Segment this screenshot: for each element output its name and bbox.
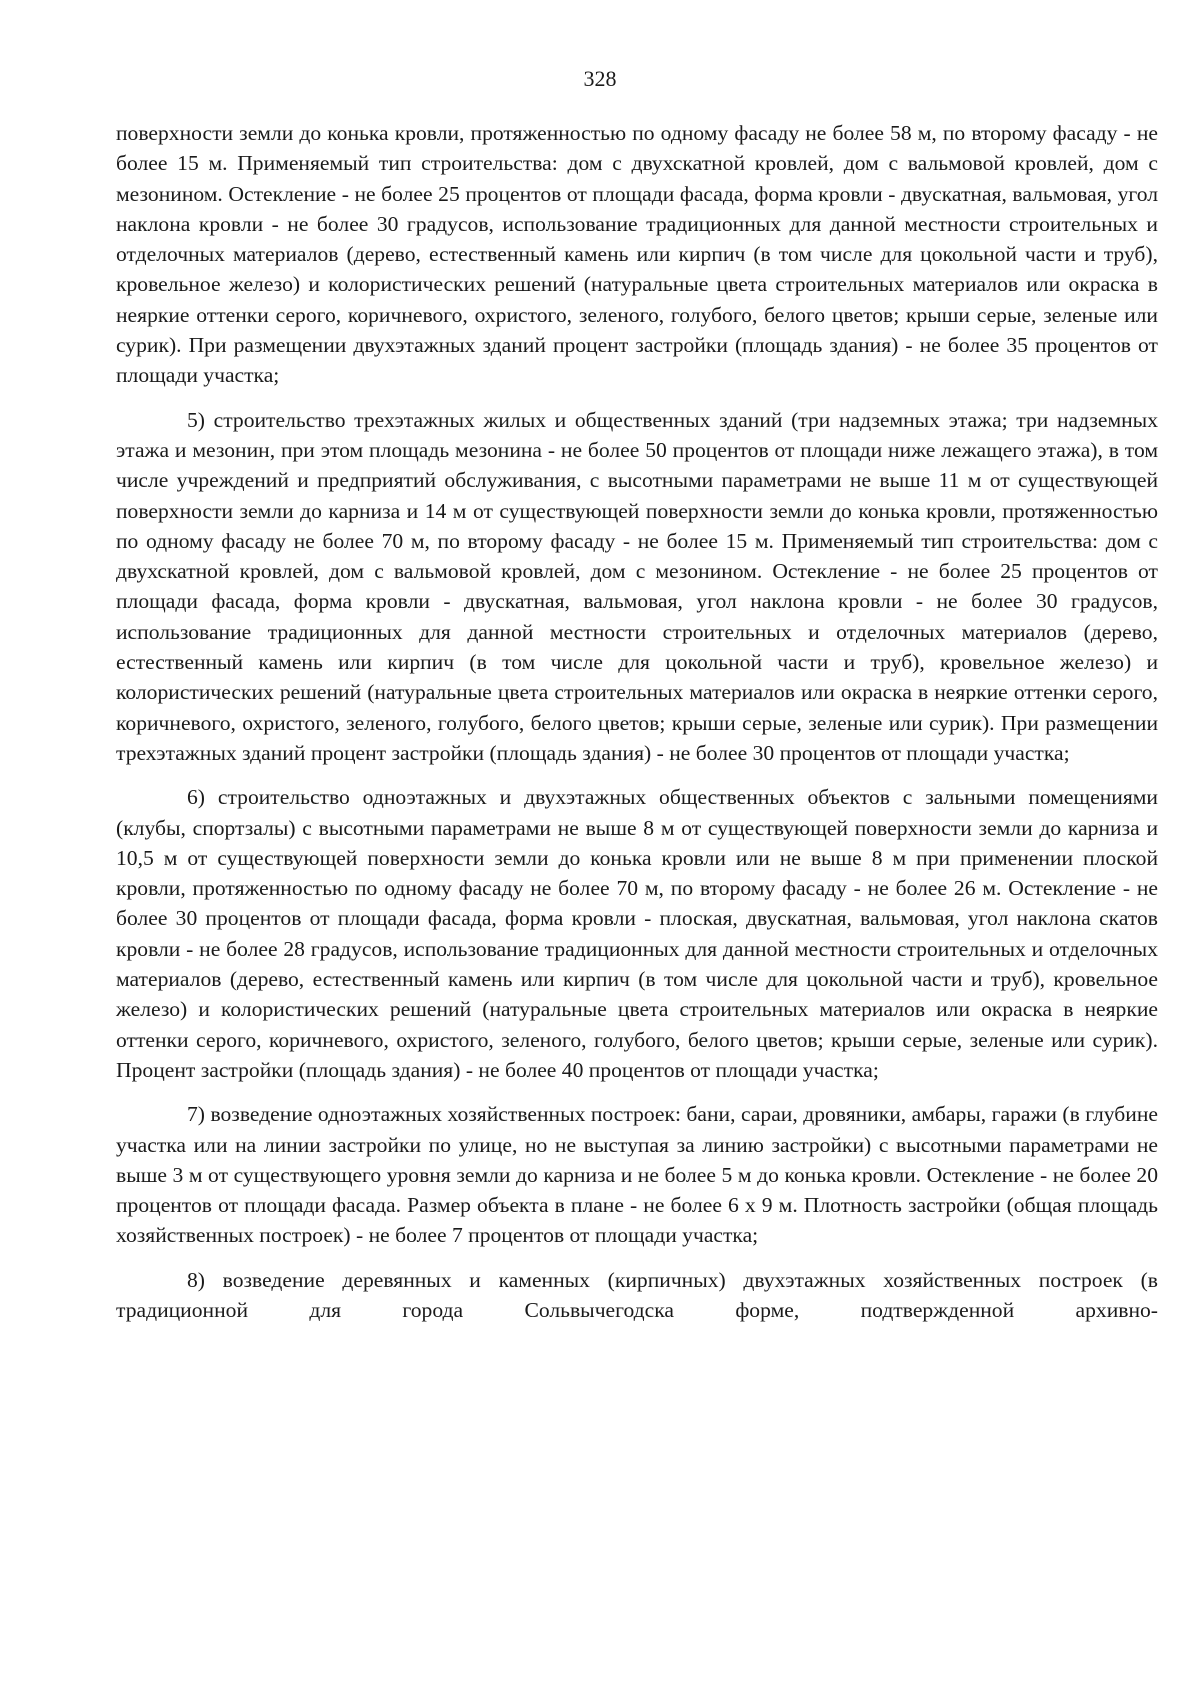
paragraph-item-5: 5) строительство трехэтажных жилых и общественных зданий (три надземных этажа; три надземных этажа и мезонин, при этом площадь мезонина - не более 50 процентов от площади ниже лежащего этажа), в том числе учреждений и предприятий обслуживания, с высотными параметрами не выше 11 м от существующей поверхности земли до карниза и 14 м от существующей поверхности земли до конька кровли, протяженностью по одному фасаду не более 70 м, по второму фасаду - не более 15 м. Применяемый тип строительства: дом с двухскатной кровлей, дом с вальмовой кровлей, дом с мезонином. Остекление - не более 25 процентов от площади фасада, форма кровли - двускатная, вальмовая, угол наклона кровли - не более 30 градусов, использование традиционных для данной местности строительных и отделочных материалов (дерево, естественный камень или кирпич (в том числе для цокольной части и труб), кровельное железо) и колористических решений (натуральные цвета строительных материалов или окраска в неяркие оттенки серого, коричневого, охристого, зеленого, голубого, белого цветов; крыши серые, зеленые или сурик). При размещении трехэтажных зданий процент застройки (площадь здания) - не более 30 процентов от площади участка; — [116, 407, 1158, 765]
document-body — [116, 118, 1158, 1339]
paragraph-item-7: 7) возведение одноэтажных хозяйственных построек: бани, сараи, дровяники, амбары, гаражи (в глубине участка или на линии застройки по улице, но не выступая за линию застройки) с высотными параметрами не выше 3 м от существующего уровня земли до карниза и не более 5 м до конька кровли. Остекление - не более 20 процентов от площади фасада. Размер объекта в плане - не более 6 х 9 м. Плотность застройки (общая площадь хозяйственных построек) - не более 7 процентов от площади участка; — [116, 1102, 1158, 1248]
page-number: 328 — [583, 66, 617, 91]
paragraph-item-6: 6) строительство одноэтажных и двухэтажных общественных объектов с зальными помещениями (клубы, спортзалы) с высотными параметрами не выше 8 м от существующей поверхности земли до карниза и 10,5 м от существующей поверхности земли до конька кровли или не выше 8 м при применении плоской кровли, протяженностью по одному фасаду не более 70 м, по второму фасаду - не более 26 м. Остекление - не более 30 процентов от площади фасада, форма кровли - плоская, двускатная, вальмовая, угол наклона скатов кровли - не более 28 градусов, использование традиционных для данной местности строительных и отделочных материалов (дерево, естественный камень или кирпич (в том числе для цокольной части и труб), кровельное железо) и колористических решений (натуральные цвета строительных материалов или окраска в неяркие оттенки серого, коричневого, охристого, зеленого, голубого, белого цветов; крыши серые, зеленые или сурик). Процент застройки (площадь здания) - не более 40 процентов от площади участка; — [116, 785, 1158, 1082]
paragraph-item-8: 8) возведение деревянных и каменных (кирпичных) двухэтажных хозяйственных построек (в традиционной для города Сольвычегодска форме, подтвержденной архивно- — [116, 1267, 1158, 1322]
paragraph-continuation: поверхности земли до конька кровли, протяженностью по одному фасаду не более 58 м, по второму фасаду - не более 15 м. Применяемый тип строительства: дом с двухскатной кровлей, дом с вальмовой кровлей, дом с мезонином. Остекление - не более 25 процентов от площади фасада, форма кровли - двускатная, вальмовая, угол наклона кровли - не более 30 градусов, использование традиционных для данной местности строительных и отделочных материалов (дерево, естественный камень или кирпич (в том числе для цокольной части и труб), кровельное железо) и колористических решений (натуральные цвета строительных материалов или окраска в неяркие оттенки серого, коричневого, охристого, зеленого, голубого, белого цветов; крыши серые, зеленые или сурик). При размещении двухэтажных зданий процент застройки (площадь здания) - не более 35 процентов от площади участка; — [116, 121, 1158, 388]
